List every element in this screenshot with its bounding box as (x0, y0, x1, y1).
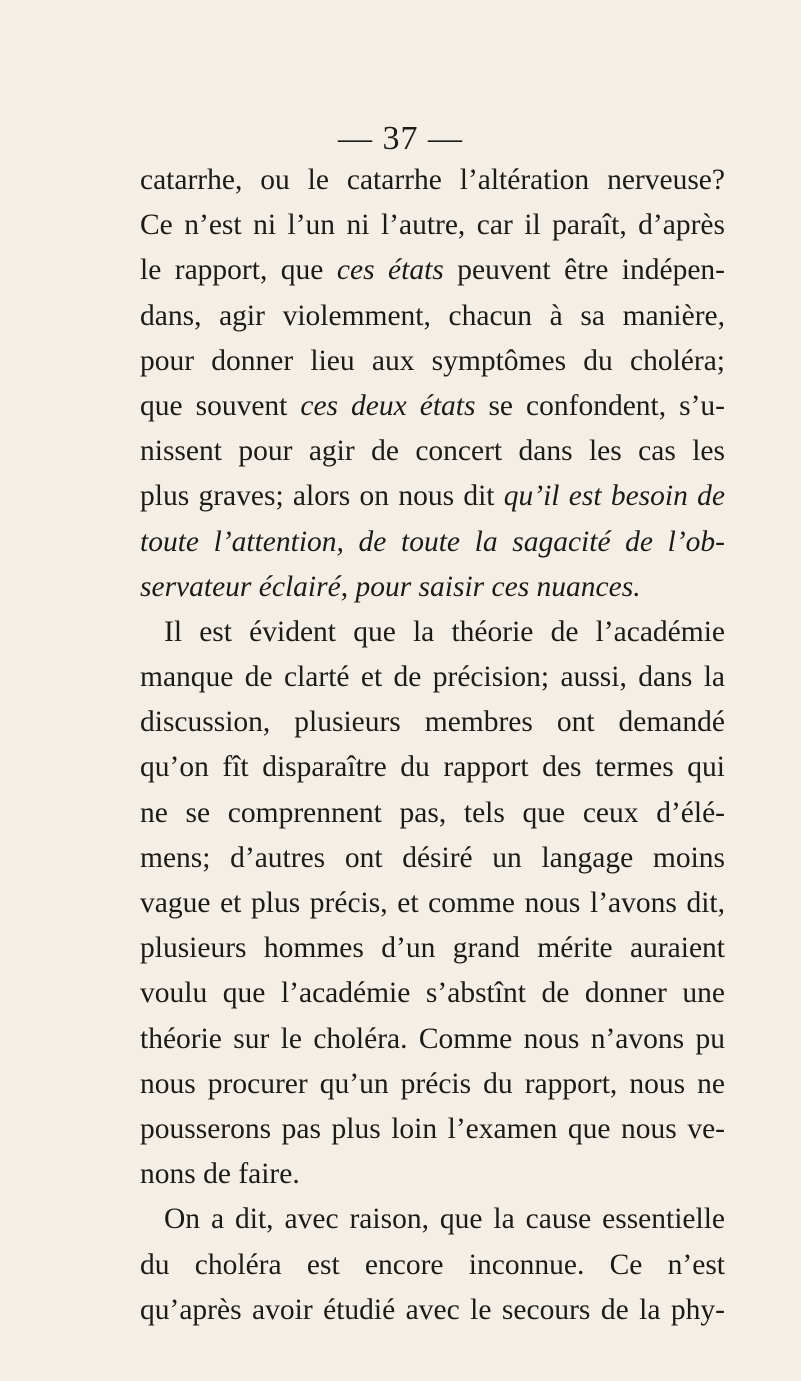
text-line (140, 610, 725, 655)
text-line (140, 339, 725, 384)
text-line (140, 1288, 725, 1333)
text-segment: On a dit, avec raison, que la cause essentielle (164, 1203, 725, 1236)
italic-text: ces deux états (300, 389, 476, 422)
text-line (140, 1197, 725, 1242)
text-line (140, 384, 725, 429)
text-line (140, 971, 725, 1016)
text-line (140, 474, 725, 519)
text-line (140, 158, 725, 203)
text-line (140, 248, 725, 293)
text-line (140, 1062, 725, 1107)
text-line (140, 836, 725, 881)
text-segment: plus graves; alors on nous dit (140, 480, 504, 513)
text-segment: le rapport, que (140, 254, 337, 287)
text-line (140, 700, 725, 745)
italic-text: qu’il est besoin de (503, 480, 725, 513)
text-line (140, 429, 725, 474)
text-segment: pour donner lieu aux symptômes du choléra; (140, 344, 725, 377)
text-line (140, 791, 725, 836)
text-line (140, 1243, 725, 1288)
text-segment: catarrhe, ou le catarrhe l’altération nerveuse? (140, 164, 725, 196)
italic-text: servateur éclairé, pour saisir ces nuances. (140, 570, 641, 603)
text-segment: manque de clarté et de précision; aussi, dans la (140, 661, 725, 694)
body-text (140, 158, 725, 1333)
italic-text: toute l’attention, de toute la sagacité de l’ob- (140, 525, 725, 558)
text-segment: nons de faire. (140, 1158, 300, 1191)
text-segment: nous procurer qu’un précis du rapport, nous ne (140, 1067, 725, 1100)
text-line (140, 881, 725, 926)
text-segment: Il est évident que la théorie de l’académie (164, 615, 725, 648)
text-line (140, 745, 725, 790)
text-segment: voulu que l’académie s’abstînt de donner une (140, 977, 725, 1010)
text-line (140, 1107, 725, 1152)
text-line (140, 1017, 725, 1062)
text-line (140, 520, 725, 565)
text-segment: vague et plus précis, et comme nous l’avons dit, (140, 887, 725, 919)
text-line (140, 203, 725, 248)
page-number: — 37 — (338, 120, 463, 157)
text-line (140, 926, 725, 971)
text-segment: nissent pour agir de concert dans les cas les (140, 435, 725, 468)
text-segment: qu’après avoir étudié avec le secours de la phy- (140, 1293, 725, 1326)
text-segment: pousserons pas plus loin l’examen que nous ve- (140, 1112, 725, 1145)
text-segment: mens; d’autres ont désiré un langage moins (140, 841, 725, 874)
text-segment: ne se comprennent pas, tels que ceux d’élé- (140, 796, 725, 829)
text-segment: dans, agir violemment, chacun à sa manière, (140, 299, 725, 332)
text-segment: du choléra est encore inconnue. Ce n’est (140, 1248, 725, 1281)
text-segment: peuvent être indépen- (443, 254, 725, 287)
text-segment: théorie sur le choléra. Comme nous n’avons pu (140, 1022, 725, 1055)
text-line (140, 294, 725, 339)
text-segment: discussion, plusieurs membres ont demandé (140, 706, 725, 739)
text-segment: qu’on fît disparaître du rapport des termes qui (140, 751, 725, 784)
text-segment: Ce n’est ni l’un ni l’autre, car il paraît, d’après (140, 209, 725, 242)
text-segment: que souvent (140, 389, 301, 422)
italic-text: ces états (336, 254, 444, 287)
text-segment: plusieurs hommes d’un grand mérite auraient (140, 932, 725, 965)
text-line (140, 655, 725, 700)
text-line (140, 1152, 725, 1197)
text-segment: se confondent, s’u- (475, 389, 725, 422)
text-line (140, 565, 725, 610)
